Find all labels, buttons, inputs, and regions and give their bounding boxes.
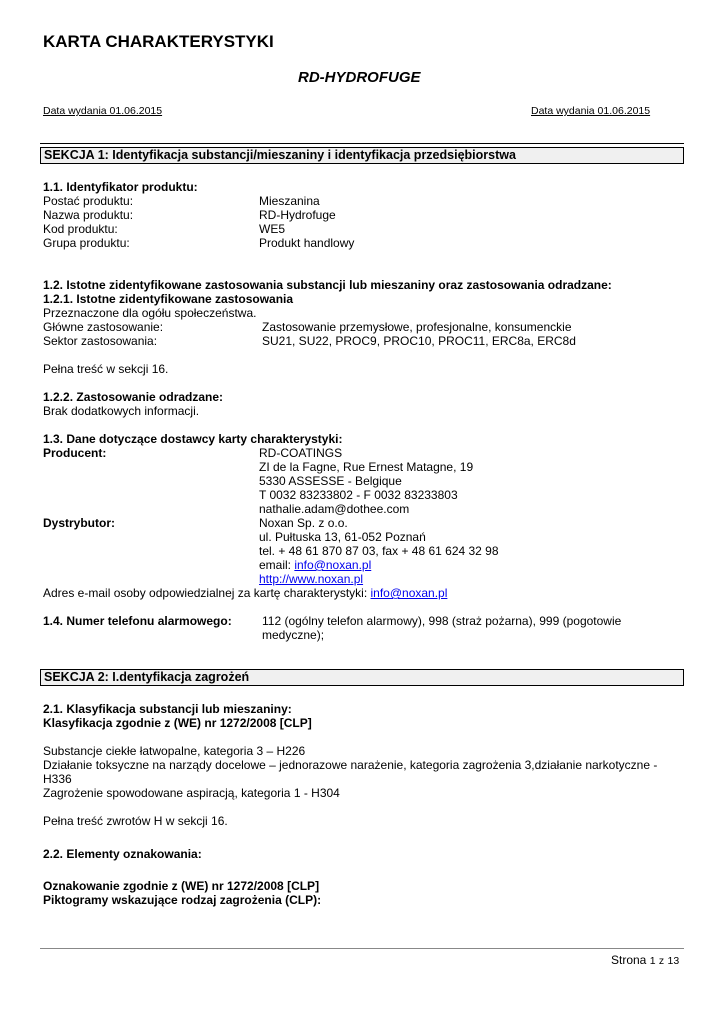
main-use-value: Zastosowanie przemysłowe, profesjonalne, konsumenckie <box>262 320 572 334</box>
heading-2-1: 2.1. Klasyfikacja substancji lub mieszaniny: <box>43 702 292 716</box>
product-name-value: RD-Hydrofuge <box>259 208 336 222</box>
distributor-phone: tel. + 48 61 870 87 03, fax + 48 61 624 32 98 <box>259 544 499 558</box>
distributor-name: Noxan Sp. z o.o. <box>259 516 348 530</box>
distributor-email-row <box>259 558 371 572</box>
responsible-email-text: Adres e-mail osoby odpowiedzialnej za kartę charakterystyki: <box>43 586 371 600</box>
intended-users: Przeznaczone dla ogółu społeczeństwa. <box>43 306 257 320</box>
section-1-header: SEKCJA 1: Identyfikacja substancji/mieszaniny i identyfikacja przedsiębiorstwa <box>40 147 684 164</box>
emergency-line-2: medyczne); <box>262 628 325 642</box>
distributor-email-label: email: <box>259 558 295 572</box>
responsible-email-link[interactable]: info@noxan.pl <box>370 586 448 600</box>
producer-city: 5330 ASSESSE - Belgique <box>259 474 402 488</box>
issue-date-left: Data wydania 01.06.2015 <box>43 105 163 117</box>
issue-date-right: Data wydania 01.06.2015 <box>531 105 651 117</box>
document-title: KARTA CHARAKTERYSTYKI <box>43 32 274 51</box>
footer-divider <box>40 948 684 949</box>
classification-2-code: H336 <box>43 772 72 786</box>
sector-value: SU21, SU22, PROC9, PROC10, PROC11, ERC8a, ERC8d <box>262 334 576 348</box>
emergency-line-1: 112 (ogólny telefon alarmowy), 998 (straż pożarna), 999 (pogotowie <box>262 614 622 628</box>
page-label: Strona <box>611 953 647 967</box>
classification-3: Zagrożenie spowodowane aspiracją, kategoria 1 - H304 <box>43 786 340 800</box>
heading-1-3: 1.3. Dane dotyczące dostawcy karty charakterystyki: <box>43 432 343 446</box>
producer-name: RD-COATINGS <box>259 446 343 460</box>
full-h-note: Pełna treść zwrotów H w sekcji 16. <box>43 814 228 828</box>
heading-1-2-2: 1.2.2. Zastosowanie odradzane: <box>43 390 224 404</box>
product-group-value: Produkt handlowy <box>259 236 355 250</box>
page-number <box>611 953 679 968</box>
producer-email: nathalie.adam@dothee.com <box>259 502 410 516</box>
distributor-website-link[interactable]: http://www.noxan.pl <box>259 572 364 586</box>
heading-1-2: 1.2. Istotne zidentyfikowane zastosowania substancji lub mieszaniny oraz zastosowania odradzane: <box>43 278 612 292</box>
classification-1: Substancje ciekłe łatwopalne, kategoria 3 – H226 <box>43 744 306 758</box>
page-separator: z <box>658 955 665 967</box>
page-total: 13 <box>667 955 680 967</box>
product-title: RD-HYDROFUGE <box>298 69 421 86</box>
product-code-label: Kod produktu: <box>43 222 118 236</box>
distributor-street: ul. Pułtuska 13, 61-052 Poznań <box>259 530 426 544</box>
pictograms-heading: Piktogramy wskazujące rodzaj zagrożenia (CLP): <box>43 893 322 907</box>
product-form-label: Postać produktu: <box>43 194 134 208</box>
product-group-label: Grupa produktu: <box>43 236 130 250</box>
responsible-email-row <box>43 586 447 600</box>
heading-1-4: 1.4. Numer telefonu alarmowego: <box>43 614 232 628</box>
product-code-value: WE5 <box>259 222 286 236</box>
no-info-text: Brak dodatkowych informacji. <box>43 404 200 418</box>
main-use-label: Główne zastosowanie: <box>43 320 164 334</box>
producer-street: ZI de la Fagne, Rue Ernest Matagne, 19 <box>259 460 474 474</box>
page-current: 1 <box>649 955 656 967</box>
distributor-email-link[interactable]: info@noxan.pl <box>294 558 372 572</box>
producer-label: Producent: <box>43 446 107 460</box>
heading-2-1-clp: Klasyfikacja zgodnie z (WE) nr 1272/2008 [CLP] <box>43 716 312 730</box>
product-form-value: Mieszanina <box>259 194 320 208</box>
product-name-label: Nazwa produktu: <box>43 208 134 222</box>
heading-1-1: 1.1. Identyfikator produktu: <box>43 180 198 194</box>
classification-2: Działanie toksyczne na narządy docelowe – jednorazowe narażenie, kategoria zagrożenia 3,działanie narkotyczne - <box>43 758 658 772</box>
full-text-note: Pełna treść w sekcji 16. <box>43 362 169 376</box>
heading-2-2: 2.2. Elementy oznakowania: <box>43 847 202 861</box>
sector-label: Sektor zastosowania: <box>43 334 158 348</box>
distributor-label: Dystrybutor: <box>43 516 116 530</box>
labelling-clp: Oznakowanie zgodnie z (WE) nr 1272/2008 [CLP] <box>43 879 320 893</box>
section-2-header: SEKCJA 2: I.dentyfikacja zagrożeń <box>40 669 684 686</box>
producer-phone: T 0032 83233802 - F 0032 83233803 <box>259 488 458 502</box>
heading-1-2-1: 1.2.1. Istotne zidentyfikowane zastosowania <box>43 292 294 306</box>
header-divider <box>40 143 684 144</box>
